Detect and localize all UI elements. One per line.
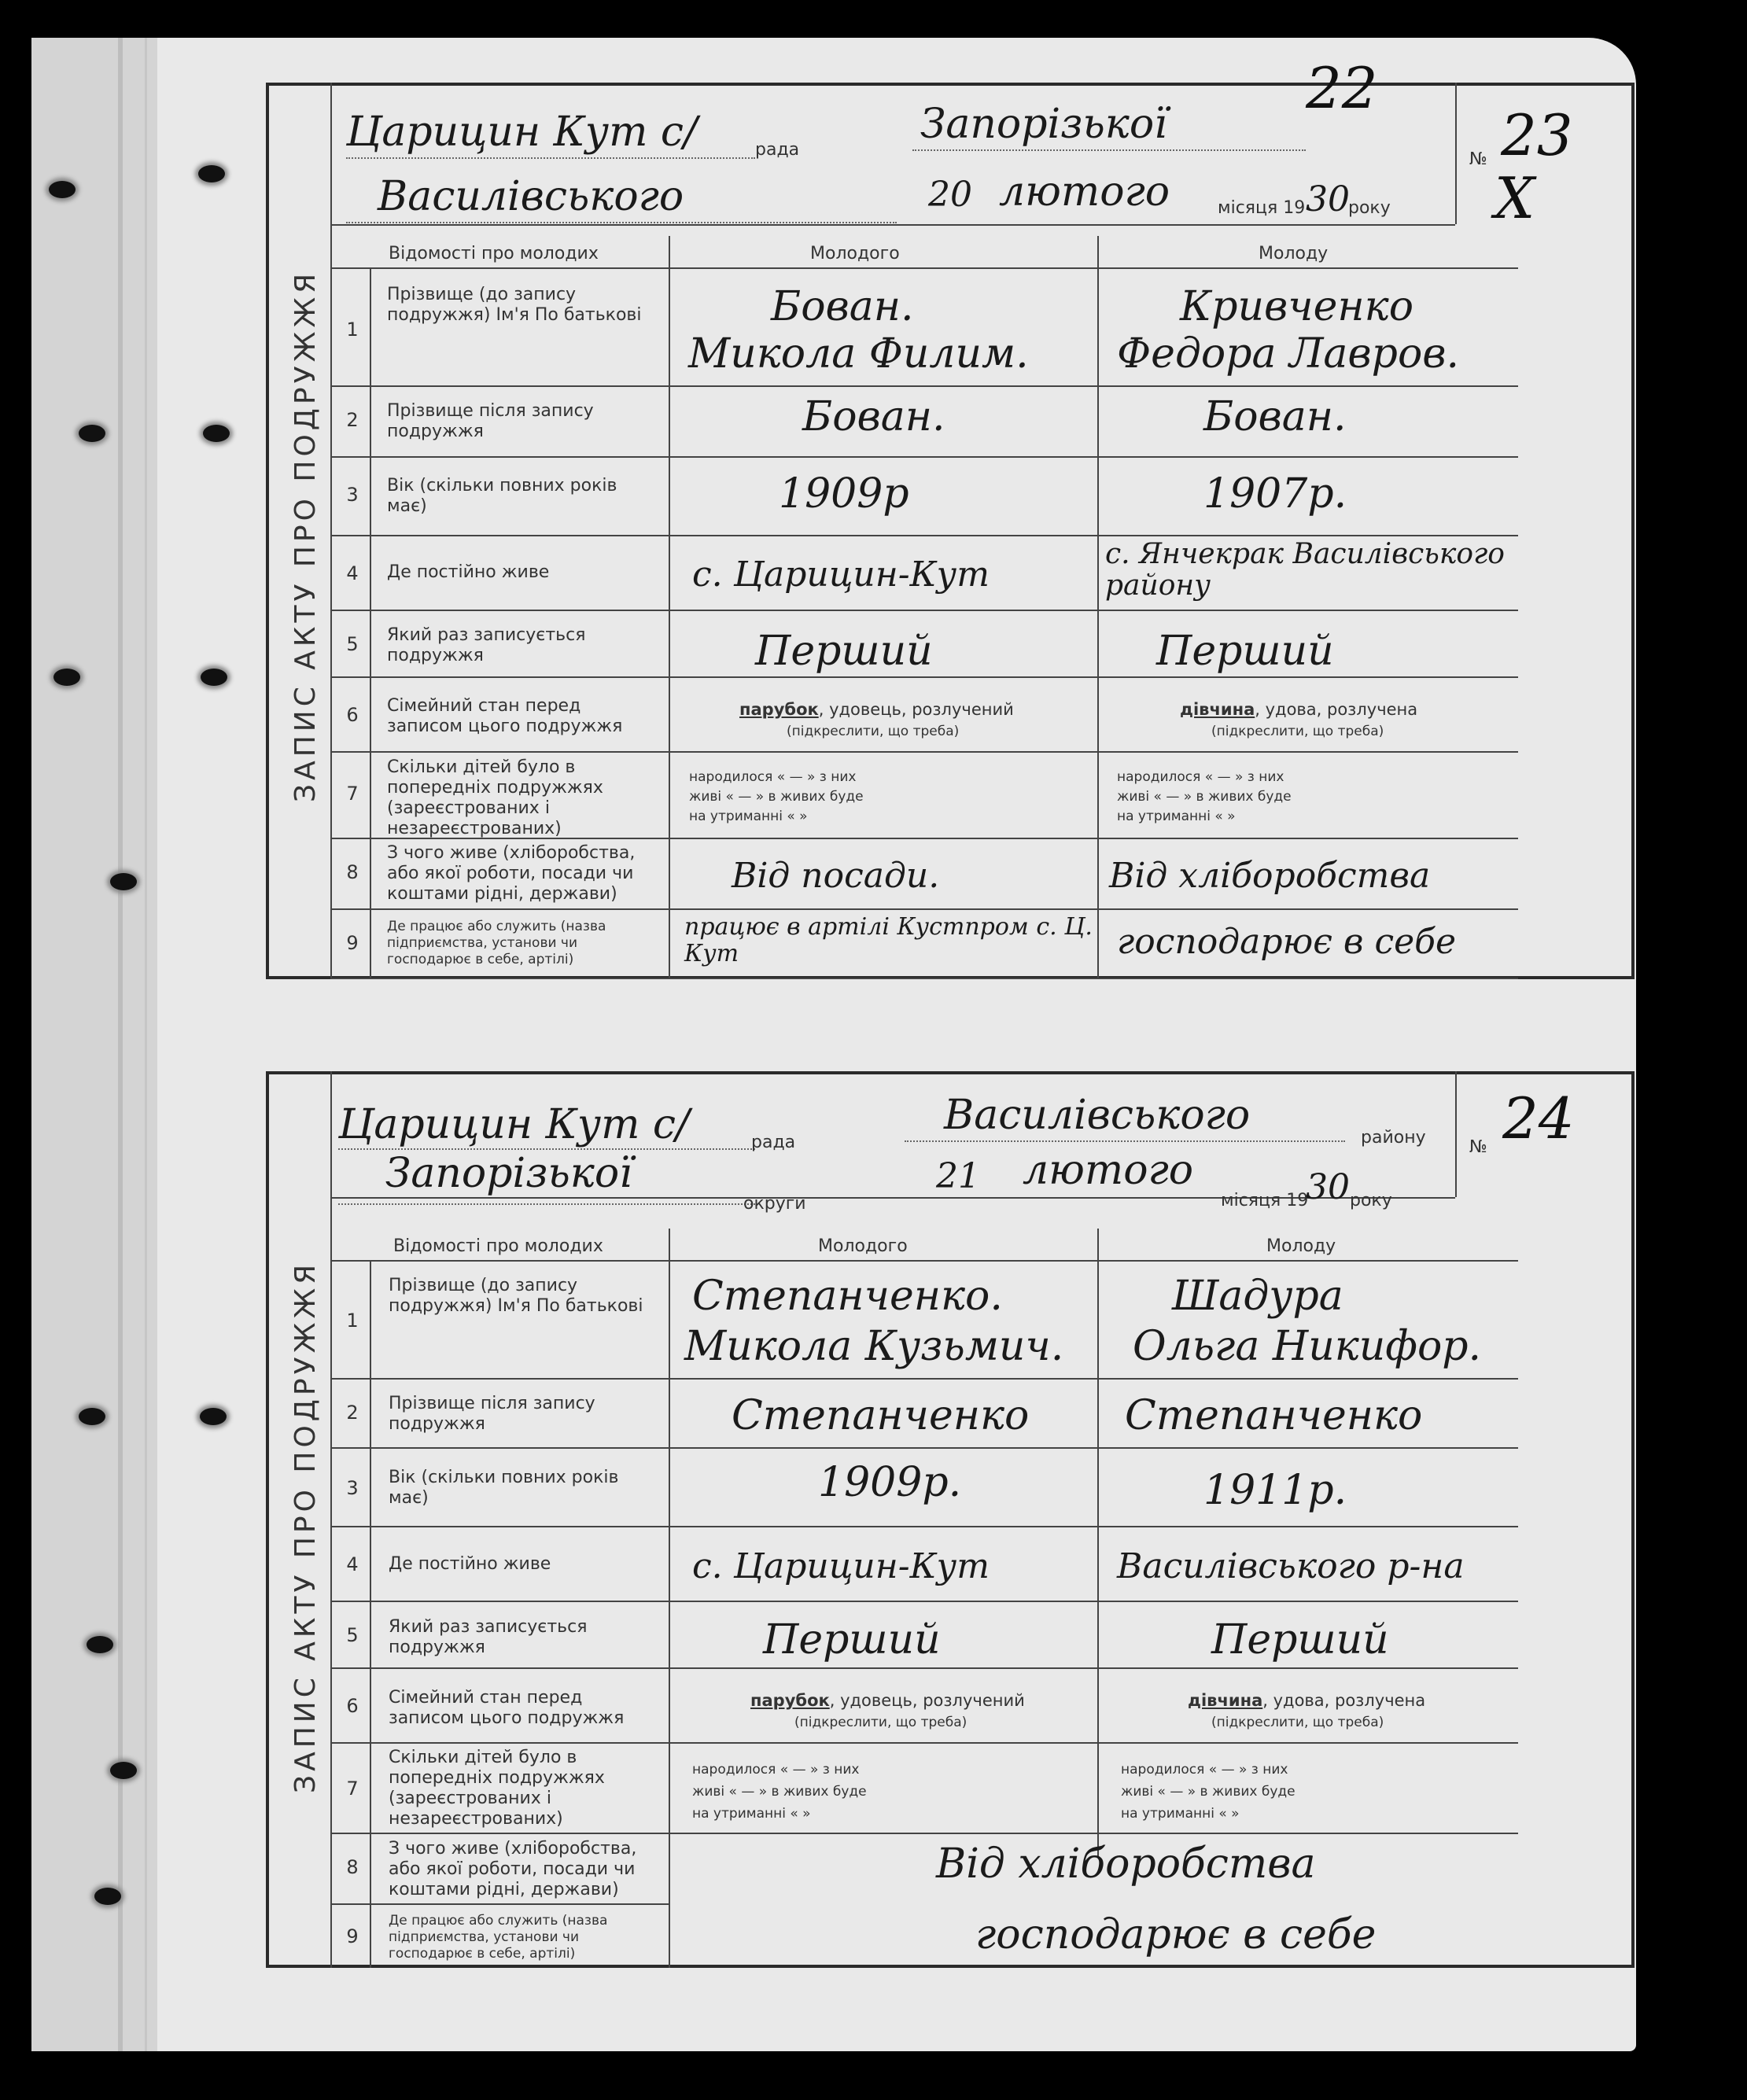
binding-hole (87, 1636, 113, 1653)
record-number: 23 (1501, 102, 1573, 168)
row-label-surname-after: Прізвище після запису подружжя (389, 1394, 595, 1434)
bride-status-hint: (підкреслити, що треба) (1211, 1715, 1384, 1730)
binding-hole (203, 425, 230, 442)
row-label-livelihood: З чого живе (хліборобства, або якої роботи, посади чи коштами рідні, держави) (389, 1839, 637, 1899)
col-info-header: Відомості про молодих (393, 1236, 603, 1256)
groom-surname-after: Степанченко (732, 1392, 1030, 1439)
year-suffix: 30 (1306, 179, 1350, 219)
groom-children-alive: — (738, 789, 752, 805)
date-month: лютого (1023, 1147, 1194, 1194)
year-suffix: 30 (1306, 1167, 1350, 1207)
binding-hole (110, 873, 137, 890)
rada-value: Царицин Кут с/ (338, 1101, 690, 1148)
groom-times: Перший (755, 628, 933, 675)
bride-residence: с. Янчекрак Василівського району (1105, 538, 1505, 602)
raion-label: району (1361, 1128, 1426, 1148)
binding-hole (53, 669, 80, 686)
raion-value: Василівського (378, 173, 684, 220)
row-label-surname-after: Прізвище після запису подружжя (387, 401, 594, 441)
date-day: 21 (936, 1156, 980, 1196)
groom-residence: с. Царицин-Кут (692, 1546, 990, 1586)
row-label-name: Прізвище (до запису подружжя) Ім'я По батькові (387, 285, 642, 325)
groom-surname: Степанченко. (692, 1273, 1003, 1320)
bride-work: господарює в себе (1117, 922, 1457, 962)
bride-surname: Кривченко (1180, 283, 1414, 330)
binding-hole (79, 425, 105, 442)
date-day: 20 (928, 175, 972, 215)
col-groom-header: Молодого (818, 1236, 908, 1256)
number-box-border (1455, 83, 1457, 224)
binding-hole (198, 165, 225, 182)
okruga-value: Запорізької (385, 1150, 632, 1197)
binding-hole (79, 1408, 105, 1425)
section-title (289, 755, 322, 802)
bride-age: 1911р. (1203, 1467, 1347, 1514)
binding-hole (201, 669, 227, 686)
row-label-status: Сімейний стан перед записом цього подружжя (387, 696, 623, 736)
bride-children-alive: — (1170, 1784, 1184, 1800)
bride-name: Федора Лавров. (1117, 330, 1460, 378)
groom-name: Микола Кузьмич. (684, 1323, 1064, 1370)
bride-times: Перший (1156, 628, 1334, 675)
groom-times: Перший (763, 1616, 941, 1663)
number-label: № (1469, 1137, 1487, 1157)
bride-age: 1907р. (1203, 470, 1347, 518)
groom-status-hint: (підкреслити, що треба) (787, 724, 960, 739)
row-label-residence: Де постійно живе (387, 562, 550, 582)
shared-work: господарює в себе (975, 1911, 1377, 1958)
row-label-residence: Де постійно живе (389, 1554, 551, 1574)
row-label-children: Скільки дітей було в попередніх подружжях (зареєстрованих і незареєстрованих) (387, 757, 603, 838)
col-info-header: Відомості про молодих (389, 244, 599, 263)
binding-margin (31, 38, 157, 2051)
record-crossed-mark: Х (1495, 165, 1535, 231)
bride-status-hint: (підкреслити, що треба) (1211, 724, 1384, 739)
row-label-work: Де працює або служить (назва підприємства, установи чи господарює в себе, артілі) (387, 919, 606, 967)
groom-column-border (669, 236, 670, 979)
bride-name: Ольга Никифор. (1133, 1323, 1482, 1370)
binding-hole (49, 181, 76, 198)
date-month: лютого (999, 168, 1170, 216)
row-label-age: Вік (скільки повних років має) (387, 476, 617, 516)
bride-children-born: — (1221, 1762, 1235, 1778)
bride-status-options: дівчина, удова, розлучена (1188, 1691, 1426, 1710)
bride-children-born: — (1217, 769, 1231, 785)
rada-label: рада (751, 1133, 796, 1152)
bride-surname: Шадура (1172, 1273, 1343, 1320)
row-label-children: Скільки дітей було в попередніх подружжях (зареєстрованих і незареєстрованих) (389, 1748, 605, 1829)
groom-name: Микола Филим. (688, 330, 1029, 378)
year-label: року (1350, 1191, 1392, 1210)
label-column-border (330, 83, 332, 979)
okruga-value: Запорізької (920, 101, 1167, 148)
month-label: місяця 19 (1221, 1191, 1309, 1210)
bride-residence: Василівського р-на (1117, 1546, 1465, 1586)
month-label: місяця 19 (1218, 198, 1306, 218)
header-rule (330, 224, 1455, 226)
groom-status-options: парубок, удовець, розлучений (750, 1691, 1025, 1710)
section-title (289, 1746, 322, 1793)
bride-status-options: дівчина, удова, розлучена (1180, 700, 1418, 719)
groom-work: працює в артілі Кустпром с. Ц. Кут (684, 913, 1093, 967)
year-label: року (1348, 198, 1391, 218)
row-label-times: Який раз записується подружжя (387, 625, 586, 665)
record-number: 24 (1502, 1085, 1575, 1151)
okrugy-label: округи (743, 1194, 806, 1214)
row-label-livelihood: З чого живе (хліборобства, або якої роботи, посади чи коштами рідні, держави) (387, 843, 636, 904)
row-label-age: Вік (скільки повних років має) (389, 1468, 619, 1508)
row-label-times: Який раз записується подружжя (389, 1617, 588, 1657)
bride-column-border (1097, 236, 1099, 979)
rada-value: Царицин Кут с/ (346, 109, 698, 156)
binding-hole (110, 1762, 137, 1779)
number-box-border (1455, 1071, 1457, 1197)
groom-status-hint: (підкреслити, що треба) (794, 1715, 967, 1730)
bride-surname-after: Бован. (1203, 393, 1347, 440)
margin-rule-inner (145, 38, 147, 2051)
col-bride-header: Молоду (1266, 1236, 1336, 1256)
groom-livelihood: Від посади. (732, 856, 940, 896)
row-label-work: Де працює або служить (назва підприємства, установи чи господарює в себе, артілі) (389, 1913, 608, 1962)
groom-children-born: — (792, 1762, 806, 1778)
bride-children-alive: — (1166, 789, 1180, 805)
groom-status-options: парубок, удовець, розлучений (739, 700, 1014, 719)
number-label: № (1469, 149, 1487, 169)
record-number-mark: 22 (1306, 55, 1378, 121)
bride-times: Перший (1211, 1616, 1389, 1663)
groom-age: 1909р (779, 470, 909, 518)
binding-hole (200, 1408, 227, 1425)
margin-rule (118, 38, 123, 2051)
col-groom-header: Молодого (810, 244, 900, 263)
groom-surname-after: Бован. (802, 393, 945, 440)
bride-surname-after: Степанченко (1125, 1392, 1423, 1439)
row-label-status: Сімейний стан перед записом цього подружжя (389, 1688, 625, 1728)
groom-children-alive: — (741, 1784, 755, 1800)
rada-label: рада (755, 140, 800, 160)
col-bride-header: Молоду (1259, 244, 1329, 263)
row-label-name: Прізвище (до запису подружжя) Ім'я По батькові (389, 1276, 643, 1316)
groom-children-born: — (789, 769, 803, 785)
groom-age: 1909р. (818, 1459, 962, 1506)
groom-surname: Бован. (771, 283, 914, 330)
shared-livelihood: Від хліборобства (936, 1840, 1316, 1888)
raion-value: Василівського (944, 1092, 1251, 1139)
groom-residence: с. Царицин-Кут (692, 554, 990, 595)
binding-hole (94, 1888, 121, 1905)
bride-livelihood: Від хліборобства (1109, 856, 1431, 896)
row-number-border (370, 267, 371, 979)
